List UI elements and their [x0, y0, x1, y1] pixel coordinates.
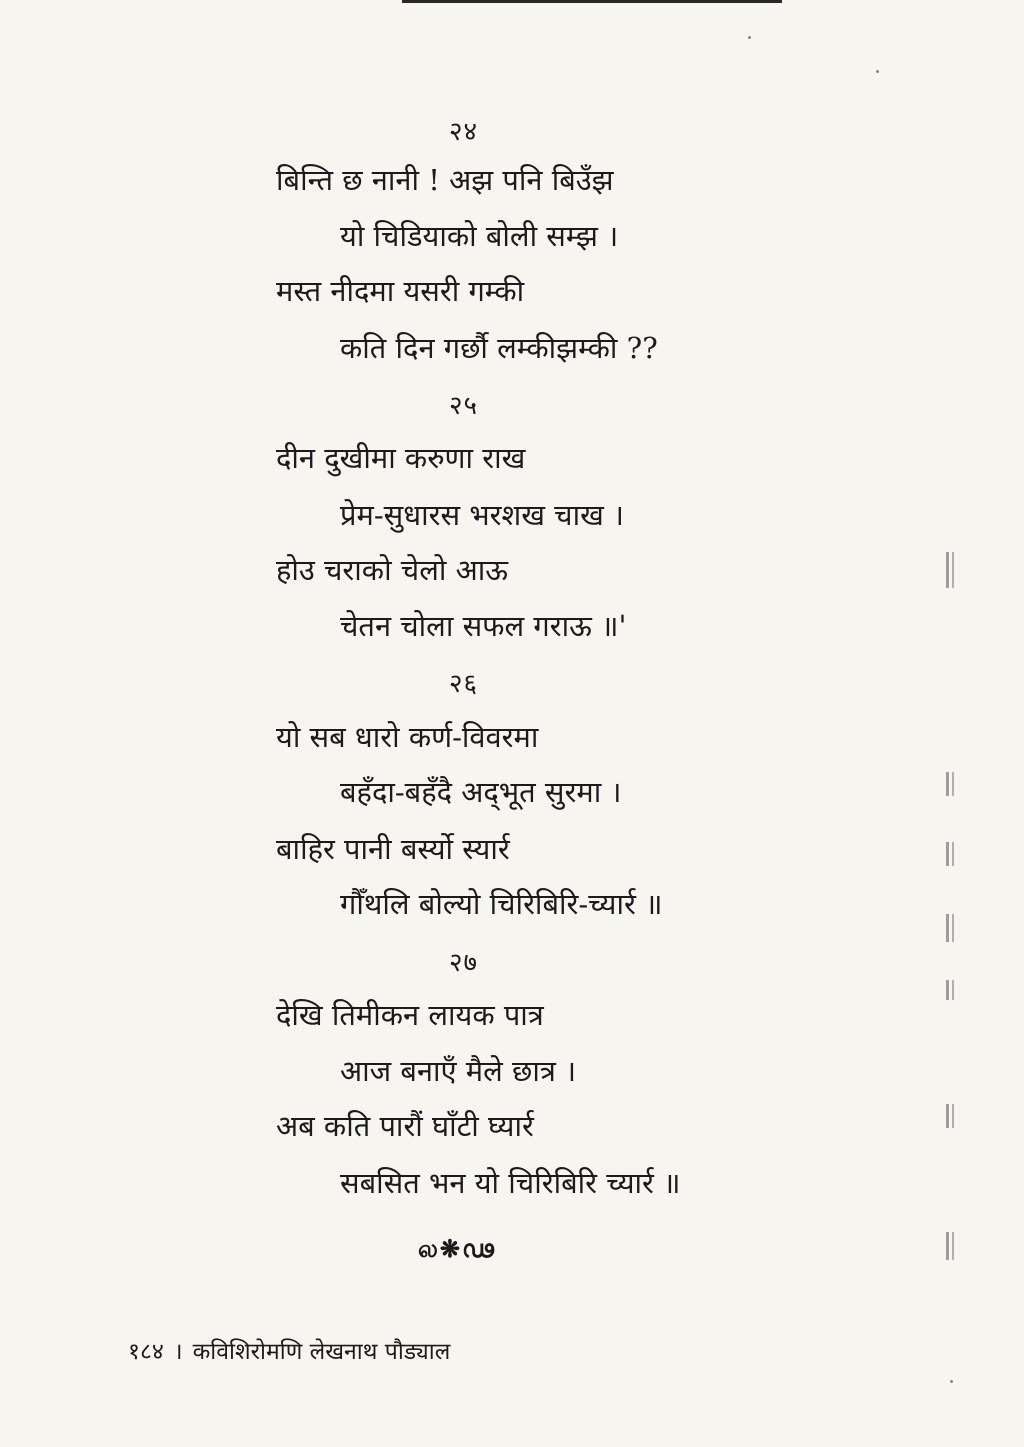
scan-speck: [876, 70, 879, 73]
stanza-number: २५: [449, 391, 479, 421]
verse-line: देखि तिमीकन लायक पात्र: [276, 998, 544, 1032]
stanza-number: २४: [449, 117, 479, 147]
scan-speck: [748, 36, 751, 39]
stanza-number: २७: [449, 948, 479, 978]
scan-artifact: [940, 980, 960, 1000]
verse-line: कति दिन गर्छौ लम्कीझम्की ??: [340, 331, 658, 365]
verse-line: गौँथलि बोल्यो चिरिबिरि-च्यार्र ॥: [340, 887, 663, 921]
scan-artifact: [940, 1232, 960, 1260]
verse-line: प्रेम-सुधारस भरशख चाख ।: [340, 498, 625, 532]
scan-artifact: [940, 772, 960, 796]
verse-line: आज बनाएँ मैले छात्र ।: [340, 1054, 577, 1088]
verse-line: चेतन चोला सफल गराऊ ॥': [340, 609, 627, 643]
verse-line: यो सब धारो कर्ण-विवरमा: [276, 720, 539, 754]
top-border-line: [402, 0, 782, 3]
scan-artifact: [940, 842, 960, 866]
verse-line: बाहिर पानी बर्स्यो स्यार्र: [276, 832, 510, 866]
footer-separator: ।: [173, 1339, 183, 1365]
verse-line: यो चिडियाको बोली सम्झ ।: [340, 219, 619, 253]
page-number: १८४: [128, 1339, 164, 1365]
scan-artifact: [940, 1104, 960, 1128]
scan-speck: [950, 1380, 953, 1383]
verse-line: होउ चराको चेलो आऊ: [276, 553, 509, 587]
page-footer: [128, 1334, 450, 1366]
verse-line: सबसित भन यो चिरिबिरि च्यार्र ॥: [340, 1166, 681, 1200]
section-end-ornament: ல❋ഢ: [418, 1234, 496, 1263]
verse-line: बहँदा-बहँदै अद्‌भूत सुरमा ।: [340, 775, 622, 809]
book-title: कविशिरोमणि लेखनाथ पौड्याल: [192, 1339, 451, 1365]
verse-line: बिन्ति छ नानी ! अझ पनि बिउँझ: [276, 163, 614, 197]
scan-artifact: [940, 914, 960, 942]
scan-artifact: [940, 552, 960, 588]
verse-line: अब कति पारौं घाँटी घ्यार्र: [276, 1109, 534, 1143]
verse-line: दीन दुखीमा करुणा राख: [276, 441, 526, 475]
verse-line: मस्त नीदमा यसरी गम्की: [276, 274, 525, 308]
stanza-number: २६: [449, 669, 479, 699]
